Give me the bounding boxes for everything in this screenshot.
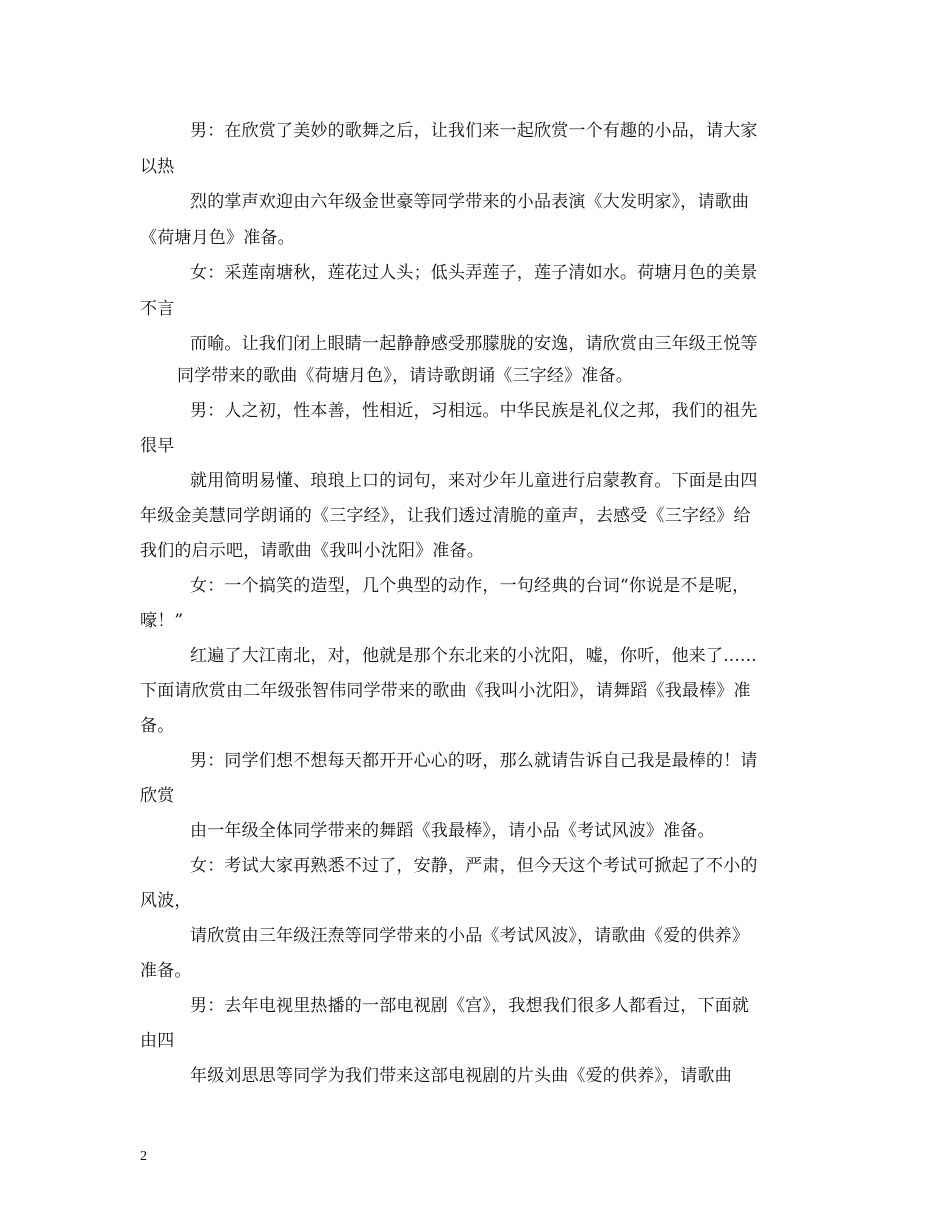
paragraph-line: 同学带来的歌曲《荷塘月色》，请诗歌朗诵《三字经》准备。 bbox=[177, 366, 633, 386]
paragraph-line: 不言 bbox=[140, 299, 175, 319]
page-number: 2 bbox=[140, 1149, 147, 1164]
paragraph-line: 嚎！” bbox=[140, 611, 184, 631]
paragraph-line: 女：一个搞笑的造型，几个典型的动作，一句经典的台词“你说是不是呢， bbox=[190, 576, 750, 596]
paragraph-line: 烈的掌声欢迎由六年级金世豪等同学带来的小品表演《大发明家》，请歌曲 bbox=[190, 192, 750, 212]
paragraph-line: 由四 bbox=[140, 1031, 175, 1051]
paragraph-line: 我们的启示吧，请歌曲《我叫小沈阳》准备。 bbox=[140, 541, 484, 561]
paragraph-line: 男：在欣赏了美妙的歌舞之后，让我们来一起欣赏一个有趣的小品，请大家 bbox=[190, 121, 758, 141]
paragraph-line: 而喻。让我们闭上眼睛一起静静感受那朦胧的安逸，请欣赏由三年级王悦等 bbox=[190, 334, 758, 354]
paragraph-line: 男：去年电视里热播的一部电视剧《宫》，我想我们很多人都看过，下面就 bbox=[190, 996, 750, 1016]
paragraph-line: 就用简明易懂、琅琅上口的词句，来对少年儿童进行启蒙教育。下面是由四 bbox=[190, 471, 758, 491]
paragraph-line: 年级刘思思等同学为我们带来这部电视剧的片头曲《爱的供养》，请歌曲 bbox=[190, 1066, 732, 1086]
paragraph-line: 红遍了大江南北，对，他就是那个东北来的小沈阳，嘘，你听，他来了...... bbox=[190, 646, 757, 666]
paragraph-line: 准备。 bbox=[140, 961, 192, 981]
paragraph-line: 《荷塘月色》准备。 bbox=[140, 228, 295, 248]
paragraph-line: 男：同学们想不想每天都开开心心的呀，那么就请告诉自己我是最棒的！请 bbox=[190, 751, 758, 771]
paragraph-line: 女：采莲南塘秋，莲花过人头；低头弄莲子，莲子清如水。荷塘月色的美景 bbox=[190, 263, 758, 283]
paragraph-line: 备。 bbox=[140, 716, 175, 736]
paragraph-line: 由一年级全体同学带来的舞蹈《我最棒》，请小品《考试风波》准备。 bbox=[190, 821, 715, 841]
paragraph-line: 年级金美慧同学朗诵的《三字经》，让我们透过清脆的童声，去感受《三字经》给 bbox=[140, 506, 751, 526]
paragraph-line: 请欣赏由三年级汪焘等同学带来的小品《考试风波》，请歌曲《爱的供养》 bbox=[190, 926, 750, 946]
paragraph-line: 欣赏 bbox=[140, 786, 175, 806]
paragraph-line: 男：人之初，性本善，性相近，习相远。中华民族是礼仪之邦，我们的祖先 bbox=[190, 401, 758, 421]
paragraph-line: 下面请欣赏由二年级张智伟同学带来的歌曲《我叫小沈阳》，请舞蹈《我最棒》准 bbox=[140, 681, 751, 701]
paragraph-line: 风波， bbox=[140, 891, 192, 911]
paragraph-line: 女：考试大家再熟悉不过了，安静，严肃，但今天这个考试可掀起了不小的 bbox=[190, 856, 758, 876]
paragraph-line: 以热 bbox=[140, 157, 175, 177]
paragraph-line: 很早 bbox=[140, 436, 175, 456]
